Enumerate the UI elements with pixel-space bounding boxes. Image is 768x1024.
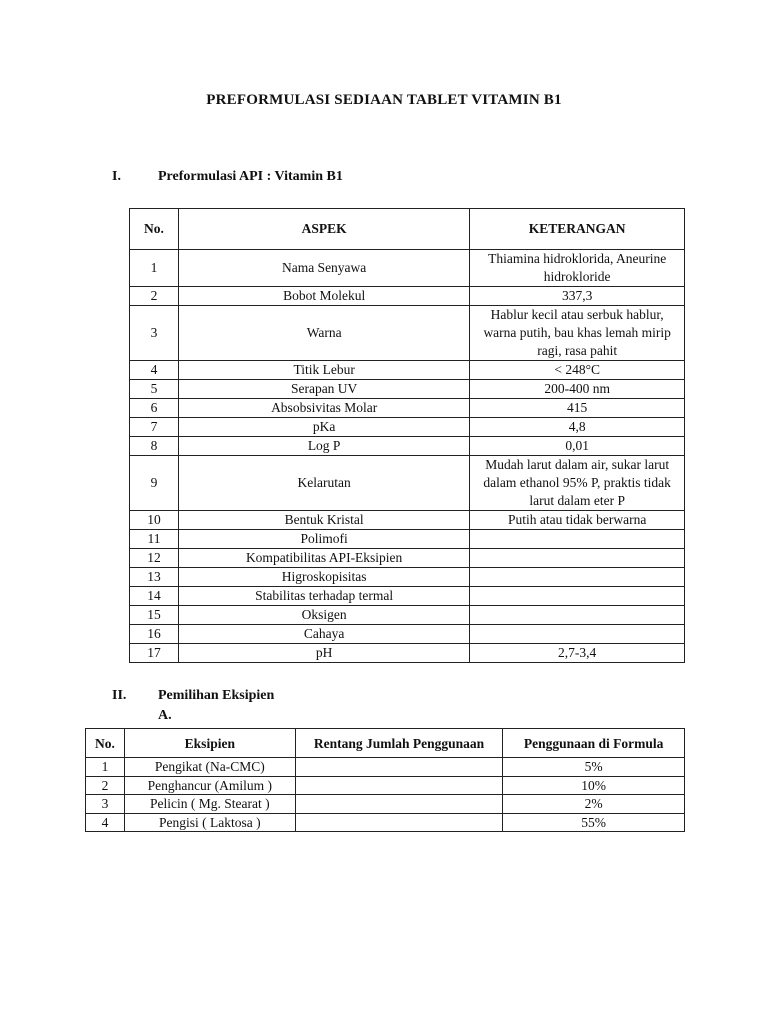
section-2-heading: Pemilihan Eksipien: [158, 688, 275, 703]
table-row: [130, 456, 685, 511]
cell-eksipien: Penghancur (Amilum ): [124, 776, 295, 795]
cell-no: 1: [130, 250, 179, 287]
cell-aspek: Warna: [178, 306, 469, 361]
cell-keterangan: [470, 587, 685, 606]
table-row: [86, 758, 685, 777]
table-row: [86, 776, 685, 795]
table-row: [130, 549, 685, 568]
cell-aspek: Bentuk Kristal: [178, 511, 469, 530]
cell-no: 3: [86, 795, 125, 814]
cell-no: 16: [130, 625, 179, 644]
cell-no: 10: [130, 511, 179, 530]
cell-penggunaan: 10%: [503, 776, 685, 795]
section-2-subheading: A.: [158, 708, 172, 723]
cell-aspek: Higroskopisitas: [178, 568, 469, 587]
column-header-aspek: ASPEK: [178, 209, 469, 250]
cell-keterangan: [470, 625, 685, 644]
table-row: [130, 250, 685, 287]
table-row: [130, 530, 685, 549]
cell-no: 8: [130, 437, 179, 456]
cell-keterangan: [470, 530, 685, 549]
table-row: [130, 606, 685, 625]
cell-aspek: Nama Senyawa: [178, 250, 469, 287]
cell-no: 14: [130, 587, 179, 606]
cell-no: 2: [86, 776, 125, 795]
cell-penggunaan: 55%: [503, 813, 685, 832]
column-header-rentang: Rentang Jumlah Penggunaan: [295, 729, 503, 758]
table-row: [130, 306, 685, 361]
cell-keterangan: 337,3: [470, 287, 685, 306]
cell-penggunaan: 5%: [503, 758, 685, 777]
cell-aspek: Bobot Molekul: [178, 287, 469, 306]
cell-no: 9: [130, 456, 179, 511]
cell-aspek: Titik Lebur: [178, 361, 469, 380]
cell-keterangan: Thiamina hidroklorida, Aneurine hidrokloride: [470, 250, 685, 287]
column-header-no: No.: [130, 209, 179, 250]
cell-no: 7: [130, 418, 179, 437]
cell-rentang: [295, 813, 503, 832]
cell-no: 6: [130, 399, 179, 418]
section-1-heading: Preformulasi API : Vitamin B1: [158, 169, 343, 184]
cell-rentang: [295, 758, 503, 777]
cell-aspek: Kelarutan: [178, 456, 469, 511]
table-row: [130, 625, 685, 644]
cell-keterangan: [470, 568, 685, 587]
cell-no: 2: [130, 287, 179, 306]
cell-aspek: Log P: [178, 437, 469, 456]
cell-no: 17: [130, 644, 179, 663]
table-row: [130, 418, 685, 437]
cell-aspek: Absobsivitas Molar: [178, 399, 469, 418]
column-header-no: No.: [86, 729, 125, 758]
column-header-keterangan: KETERANGAN: [470, 209, 685, 250]
table-row: [130, 380, 685, 399]
table-header-row: [130, 209, 685, 250]
cell-keterangan: 200-400 nm: [470, 380, 685, 399]
table-row: [86, 795, 685, 814]
cell-aspek: Kompatibilitas API-Eksipien: [178, 549, 469, 568]
table-row: [130, 568, 685, 587]
cell-no: 4: [86, 813, 125, 832]
cell-aspek: Polimofi: [178, 530, 469, 549]
table-row: [130, 287, 685, 306]
cell-eksipien: Pelicin ( Mg. Stearat ): [124, 795, 295, 814]
cell-keterangan: 415: [470, 399, 685, 418]
cell-no: 1: [86, 758, 125, 777]
table-row: [130, 511, 685, 530]
table-row: [130, 644, 685, 663]
cell-keterangan: [470, 549, 685, 568]
cell-no: 13: [130, 568, 179, 587]
table-row: [130, 399, 685, 418]
cell-no: 3: [130, 306, 179, 361]
cell-rentang: [295, 776, 503, 795]
cell-aspek: Oksigen: [178, 606, 469, 625]
cell-keterangan: 2,7-3,4: [470, 644, 685, 663]
column-header-eksipien: Eksipien: [124, 729, 295, 758]
cell-keterangan: Putih atau tidak berwarna: [470, 511, 685, 530]
table-row: [130, 587, 685, 606]
cell-penggunaan: 2%: [503, 795, 685, 814]
cell-no: 15: [130, 606, 179, 625]
api-preformulation-table: [129, 208, 685, 663]
section-2-number: II.: [112, 688, 127, 703]
table-row: [86, 813, 685, 832]
table-header-row: [86, 729, 685, 758]
excipient-table: [85, 728, 685, 832]
cell-aspek: Stabilitas terhadap termal: [178, 587, 469, 606]
column-header-penggunaan: Penggunaan di Formula: [503, 729, 685, 758]
cell-aspek: Cahaya: [178, 625, 469, 644]
cell-keterangan: Mudah larut dalam air, sukar larut dalam ethanol 95% P, praktis tidak larut dalam eter P: [470, 456, 685, 511]
table-row: [130, 361, 685, 380]
cell-eksipien: Pengikat (Na-CMC): [124, 758, 295, 777]
cell-keterangan: [470, 606, 685, 625]
page-title: PREFORMULASI SEDIAAN TABLET VITAMIN B1: [206, 92, 562, 108]
cell-no: 5: [130, 380, 179, 399]
cell-rentang: [295, 795, 503, 814]
cell-aspek: pH: [178, 644, 469, 663]
cell-keterangan: 0,01: [470, 437, 685, 456]
cell-no: 11: [130, 530, 179, 549]
cell-keterangan: 4,8: [470, 418, 685, 437]
table-row: [130, 437, 685, 456]
cell-aspek: Serapan UV: [178, 380, 469, 399]
cell-eksipien: Pengisi ( Laktosa ): [124, 813, 295, 832]
cell-no: 4: [130, 361, 179, 380]
cell-keterangan: Hablur kecil atau serbuk hablur, warna putih, bau khas lemah mirip ragi, rasa pahit: [470, 306, 685, 361]
cell-no: 12: [130, 549, 179, 568]
cell-keterangan: < 248°C: [470, 361, 685, 380]
section-1-number: I.: [112, 169, 121, 184]
cell-aspek: pKa: [178, 418, 469, 437]
